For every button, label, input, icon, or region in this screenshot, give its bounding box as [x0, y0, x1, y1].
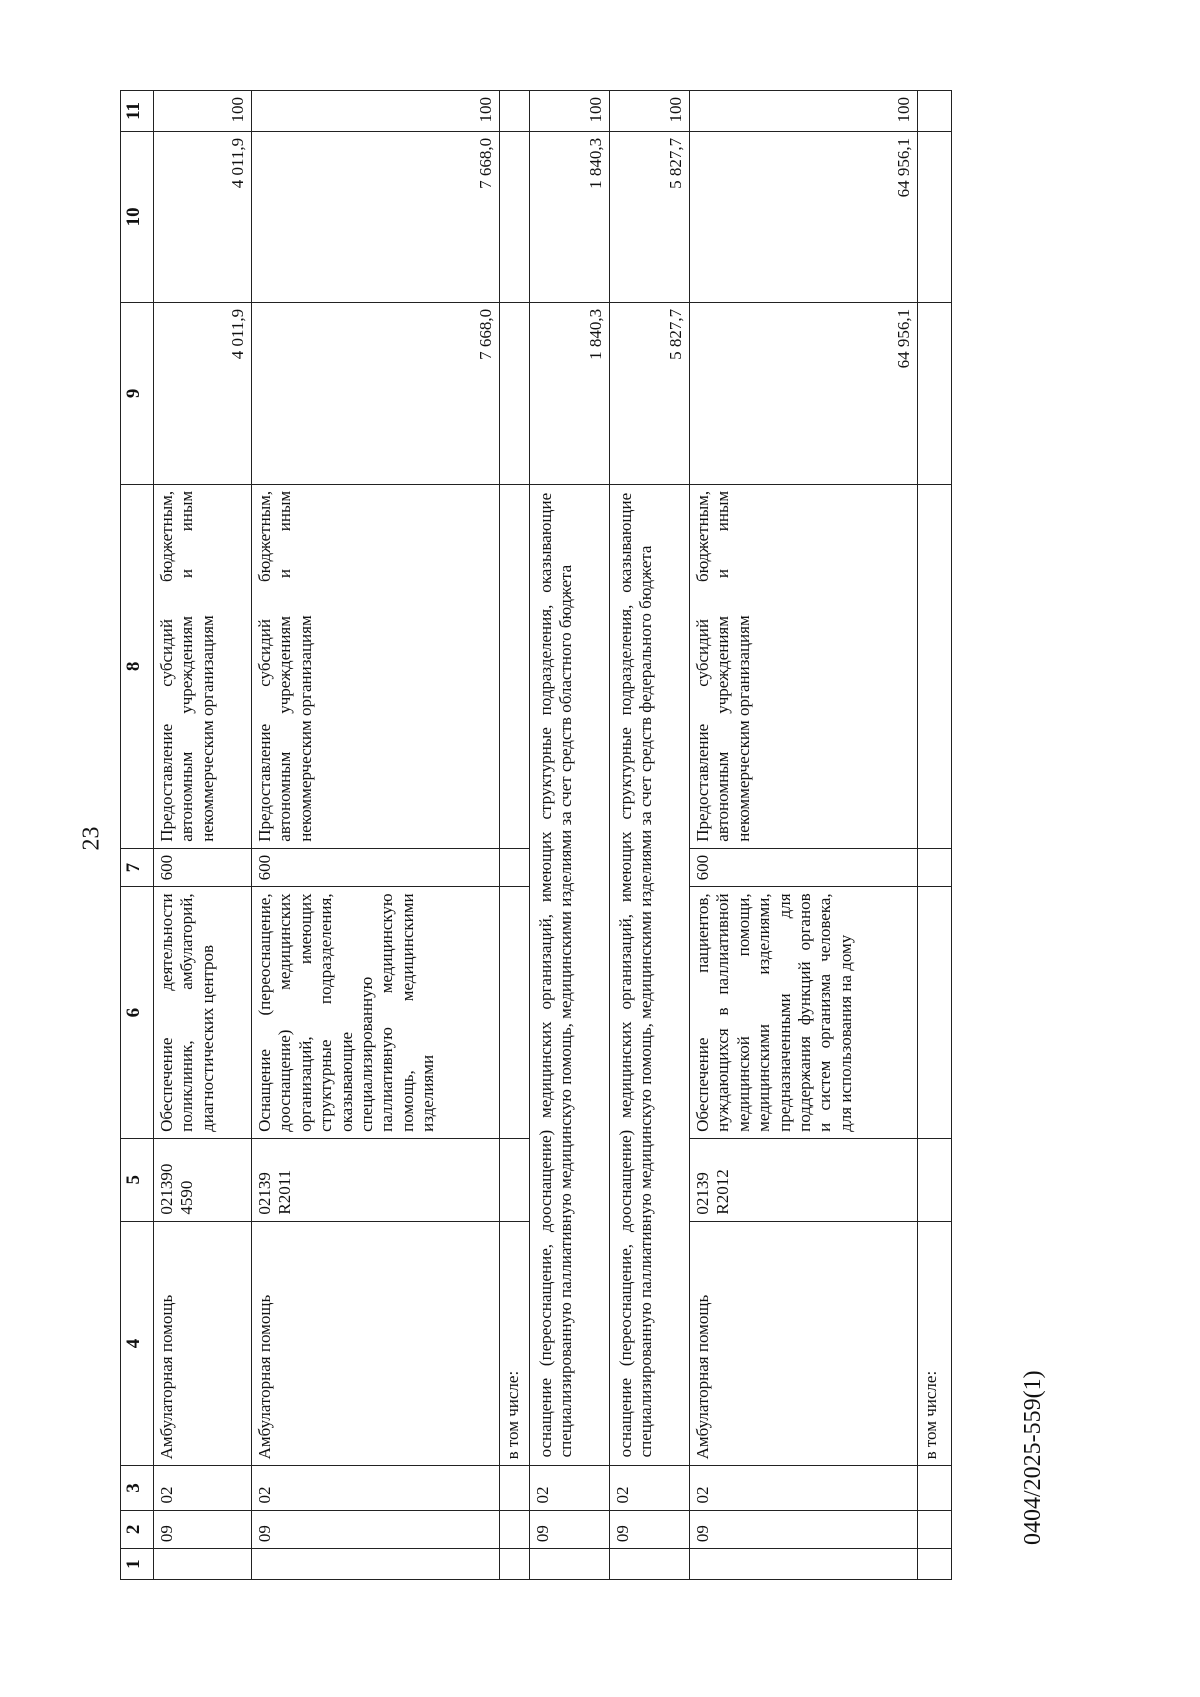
table-row — [154, 91, 252, 1580]
col-header-11: 11 — [121, 91, 154, 132]
cell-description: Оснащение (переоснащение, дооснащение) медицинских организаций, имеющих структурные подразделения, оказывающие специализированную паллиативную медицинскую помощь, медицинскими изделиями — [252, 887, 500, 1138]
cell-section: 09 — [252, 1510, 500, 1549]
col-header-6: 6 — [121, 887, 154, 1138]
cell-type-name: Предоставление субсидий бюджетным, автономным учреждениям и иным некоммерческим организациям — [154, 484, 252, 848]
cell-subsection: 02 — [252, 1466, 500, 1510]
budget-table — [120, 90, 952, 1580]
col-header-8: 8 — [121, 484, 154, 848]
cell-merged-description: оснащение (переоснащение, дооснащение) медицинских организаций, имеющих структурные подразделения, оказывающие специализированную паллиативную медицинскую помощь, медицинскими изделиями за счет средств федерального бюджета — [610, 484, 690, 1466]
cell-type-code: 600 — [154, 848, 252, 887]
col-header-1: 1 — [121, 1549, 154, 1580]
table-row — [918, 91, 952, 1580]
cell-amount-fact: 4 011,9 — [154, 131, 252, 302]
cell-amount-plan: 64 956,1 — [690, 302, 918, 484]
cell-percent: 100 — [252, 91, 500, 132]
cell-code: 021390 4590 — [154, 1138, 252, 1221]
cell-subsection: 02 — [530, 1466, 610, 1510]
col-header-7: 7 — [121, 848, 154, 887]
col-header-4: 4 — [121, 1221, 154, 1466]
cell-name: Амбулаторная помощь — [154, 1221, 252, 1466]
table-row — [530, 91, 610, 1580]
col-header-5: 5 — [121, 1138, 154, 1221]
cell-amount-fact: 64 956,1 — [690, 131, 918, 302]
rotated-table-wrapper — [120, 90, 1060, 1580]
document-code: 0404/2025-559(1) — [1020, 1370, 1046, 1545]
cell-name: Амбулаторная помощь — [252, 1221, 500, 1466]
cell-amount-plan: 5 827,7 — [610, 302, 690, 484]
cell-percent: 100 — [154, 91, 252, 132]
cell-section: 09 — [154, 1510, 252, 1549]
cell-amount-plan: 7 668,0 — [252, 302, 500, 484]
table-row — [690, 91, 918, 1580]
cell-amount-fact: 7 668,0 — [252, 131, 500, 302]
table-row — [500, 91, 530, 1580]
cell-percent: 100 — [530, 91, 610, 132]
cell-amount-fact: 1 840,3 — [530, 131, 610, 302]
cell-subtitle: в том числе: — [918, 1221, 952, 1466]
cell-name: Амбулаторная помощь — [690, 1221, 918, 1466]
cell-subsection: 02 — [154, 1466, 252, 1510]
cell-subsection: 02 — [610, 1466, 690, 1510]
cell-subsection: 02 — [690, 1466, 918, 1510]
cell-amount-plan: 4 011,9 — [154, 302, 252, 484]
cell-section: 09 — [690, 1510, 918, 1549]
col-header-2: 2 — [121, 1510, 154, 1549]
table-row — [610, 91, 690, 1580]
cell-amount-plan: 1 840,3 — [530, 302, 610, 484]
col-header-10: 10 — [121, 131, 154, 302]
cell-code: 02139 R2011 — [252, 1138, 500, 1221]
cell-percent: 100 — [610, 91, 690, 132]
col-header-3: 3 — [121, 1466, 154, 1510]
cell-type-code: 600 — [252, 848, 500, 887]
cell-section: 09 — [610, 1510, 690, 1549]
cell-description: Обеспечение деятельности поликлиник, амбулаторий, диагностических центров — [154, 887, 252, 1138]
cell-type-code: 600 — [690, 848, 918, 887]
page-number: 23 — [78, 826, 105, 851]
cell-subtitle: в том числе: — [500, 1221, 530, 1466]
table-row — [252, 91, 500, 1580]
cell-type-name: Предоставление субсидий бюджетным, автономным учреждениям и иным некоммерческим организациям — [690, 484, 918, 848]
cell-type-name: Предоставление субсидий бюджетным, автономным учреждениям и иным некоммерческим организациям — [252, 484, 500, 848]
header-row — [121, 91, 154, 1580]
col-header-9: 9 — [121, 302, 154, 484]
cell-description: Обеспечение пациентов, нуждающихся в паллиативной медицинской помощи, медицинскими изделиями, предназначенными для поддержания функций органов и систем организма человека, для использования на дому — [690, 887, 918, 1138]
cell-percent: 100 — [690, 91, 918, 132]
cell-amount-fact: 5 827,7 — [610, 131, 690, 302]
cell-code: 02139 R2012 — [690, 1138, 918, 1221]
cell-merged-description: оснащение (переоснащение, дооснащение) медицинских организаций, имеющих структурные подразделения, оказывающие специализированную паллиативную медицинскую помощь, медицинскими изделиями за счет средств областного бюджета — [530, 484, 610, 1466]
cell-section: 09 — [530, 1510, 610, 1549]
